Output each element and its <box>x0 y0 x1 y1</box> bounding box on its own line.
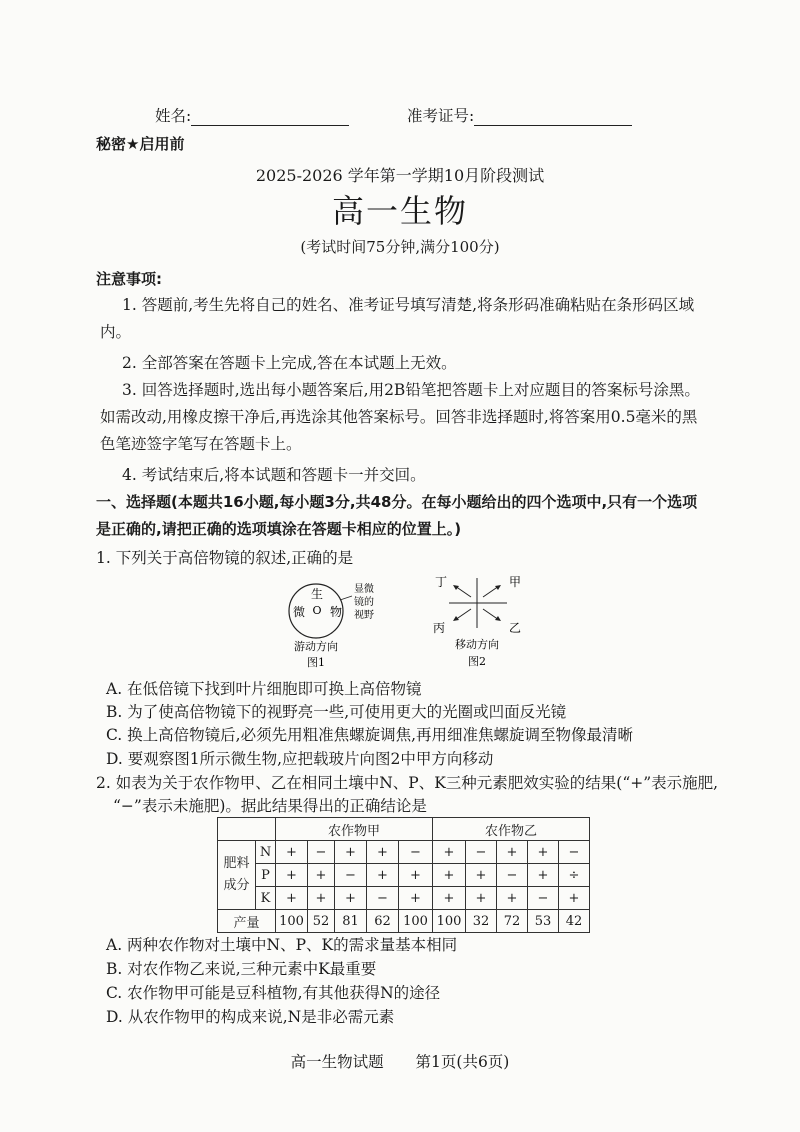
table-cell: 52 <box>308 910 335 933</box>
q1-option-b: B. 为了使高倍物镜下的视野亮一些,可使用更大的光圈或凹面反光镜 <box>106 703 567 721</box>
exam-title: 2025-2026 学年第一学期10月阶段测试 <box>255 166 545 185</box>
table-fert-label <box>218 841 256 910</box>
table-cell: + <box>497 841 528 864</box>
name-label <box>155 104 349 126</box>
table-cell: − <box>399 841 433 864</box>
q1-option-c: C. 换上高倍物镜后,必须先用粗准焦螺旋调焦,再用细准焦螺旋调至物像最清晰 <box>106 726 634 744</box>
id-label <box>407 104 632 126</box>
fig1-char-top: 生 <box>310 587 324 601</box>
table-cell: 100 <box>399 910 433 933</box>
table-header-crop-b: 农作物乙 <box>433 818 590 841</box>
table-cell: + <box>433 864 466 887</box>
table-cell: 42 <box>559 910 590 933</box>
fig2-motion-caption: 移动方向 <box>455 638 499 651</box>
table-cell: 53 <box>528 910 559 933</box>
footer-page: 第1页(共6页) <box>415 1053 510 1071</box>
table-cell: + <box>559 887 590 910</box>
table-cell: + <box>528 864 559 887</box>
q2-stem-line1: 2. 如表为关于农作物甲、乙在相同土壤中N、P、K三种元素肥效实验的结果(“+”表示施肥, <box>96 774 719 792</box>
q2-stem-line2: “−”表示未施肥)。据此结果得出的正确结论是 <box>113 797 427 815</box>
table-cell: − <box>308 841 335 864</box>
q2-option-d: D. 从农作物甲的构成来说,N是非必需元素 <box>106 1008 395 1026</box>
q1-option-a: A. 在低倍镜下找到叶片细胞即可换上高倍物镜 <box>106 680 422 698</box>
table-row-n <box>218 841 590 864</box>
table-row-label: K <box>256 887 276 910</box>
id-blank <box>474 109 632 126</box>
name-blank <box>191 109 349 126</box>
fig1-caption: 图1 <box>307 656 325 669</box>
table-row-k <box>218 887 590 910</box>
table-cell: − <box>559 841 590 864</box>
table-cell: ÷ <box>559 864 590 887</box>
table-row-p <box>218 864 590 887</box>
table-cell: 72 <box>497 910 528 933</box>
table-cell: + <box>399 864 433 887</box>
fig1-motion-caption: 游动方向 <box>294 640 338 653</box>
note-3: 3. 回答选择题时,选出每小题答案后,用2B铅笔把答题卡上对应题目的答案标号涂黑。如需改动,用橡皮擦干净后,再选涂其他答案标号。回答非选择题时,将答案用0.5毫米的黑色笔迹签字笔写在答题卡上。 <box>100 381 700 453</box>
fig2-arrowhead-bing <box>453 616 459 621</box>
table-cell: + <box>308 887 335 910</box>
table-yield-label: 产量 <box>218 910 276 933</box>
table-cell: + <box>335 887 367 910</box>
table-cell: − <box>367 887 399 910</box>
table-row-label: P <box>256 864 276 887</box>
table-cell: + <box>367 841 399 864</box>
table-cell: 100 <box>433 910 466 933</box>
fig1-char-left: 微 <box>292 605 306 619</box>
table-cell: + <box>497 887 528 910</box>
fig1-pointer-line <box>340 596 352 600</box>
table-cell: − <box>528 887 559 910</box>
q1-option-d: D. 要观察图1所示微生物,应把载玻片向图2中甲方向移动 <box>106 750 494 768</box>
q1-figure-1 <box>282 578 402 670</box>
q1-figure-2 <box>425 572 535 670</box>
fig2-label-yi: 乙 <box>509 621 522 635</box>
footer <box>0 1050 800 1072</box>
table-cell: + <box>276 887 308 910</box>
table-cell: + <box>276 864 308 887</box>
secret-label: 秘密★启用前 <box>96 135 185 153</box>
note-2: 2. 全部答案在答题卡上完成,答在本试题上无效。 <box>122 354 457 372</box>
table-cell: − <box>497 864 528 887</box>
id-label-text: 准考证号: <box>407 107 475 125</box>
table-cell: + <box>335 841 367 864</box>
table-cell: + <box>308 864 335 887</box>
fig2-label-jia: 甲 <box>509 575 522 589</box>
table-corner-cell <box>218 818 276 841</box>
fig2-arrowhead-yi <box>495 616 501 621</box>
table-cell: + <box>466 887 497 910</box>
table-fert-label-text: 肥料成分 <box>223 856 250 893</box>
fig1-char-center: O <box>312 604 322 617</box>
fig2-label-bing: 丙 <box>433 621 446 635</box>
table-row-label: N <box>256 841 276 864</box>
table-cell: − <box>335 864 367 887</box>
fig2-arrowhead-ding <box>453 585 459 590</box>
table-cell: 62 <box>367 910 399 933</box>
table-row-yield <box>218 910 590 933</box>
table-cell: 32 <box>466 910 497 933</box>
q2-option-b: B. 对农作物乙来说,三种元素中K最重要 <box>106 960 377 978</box>
table-cell: 81 <box>335 910 367 933</box>
table-cell: + <box>466 864 497 887</box>
table-cell: + <box>399 887 433 910</box>
fertilizer-table-grid <box>217 817 590 933</box>
fig2-label-ding: 丁 <box>435 575 448 589</box>
notes-heading: 注意事项: <box>96 270 162 288</box>
table-header-row <box>218 818 590 841</box>
table-cell: + <box>433 887 466 910</box>
fig1-char-right: 物 <box>329 605 343 619</box>
fig2-caption: 图2 <box>468 655 486 668</box>
q1-stem: 1. 下列关于高倍物镜的叙述,正确的是 <box>96 549 354 567</box>
exam-info: (考试时间75分钟,满分100分) <box>300 238 500 256</box>
fig2-arrowhead-jia <box>495 585 501 590</box>
table-cell: + <box>528 841 559 864</box>
fig1-side-2: 镜的 <box>354 597 374 608</box>
table-header-crop-a: 农作物甲 <box>276 818 433 841</box>
table-cell: + <box>367 864 399 887</box>
table-cell: + <box>276 841 308 864</box>
q2-option-c: C. 农作物甲可能是豆科植物,有其他获得N的途径 <box>106 984 441 1002</box>
note-1: 1. 答题前,考生先将自己的姓名、准考证号填写清楚,将条形码准确粘贴在条形码区域内。 <box>100 296 695 341</box>
fig1-side-1: 显微 <box>354 584 374 595</box>
table-cell: 100 <box>276 910 308 933</box>
fig1-side-3: 视野 <box>354 610 374 621</box>
fertilizer-table <box>217 817 590 933</box>
name-label-text: 姓名: <box>155 107 192 125</box>
table-cell: + <box>433 841 466 864</box>
q2-option-a: A. 两种农作物对土壤中N、P、K的需求量基本相同 <box>106 936 458 954</box>
table-cell: − <box>466 841 497 864</box>
footer-subject: 高一生物试题 <box>290 1053 384 1071</box>
section1-heading: 一、选择题(本题共16小题,每小题3分,共48分。在每小题给出的四个选项中,只有一个选项是正确的,请把正确的选项填涂在答题卡相应的位置上。) <box>96 493 698 538</box>
note-4: 4. 考试结束后,将本试题和答题卡一并交回。 <box>122 466 426 484</box>
subject-title: 高一生物 <box>331 192 468 230</box>
